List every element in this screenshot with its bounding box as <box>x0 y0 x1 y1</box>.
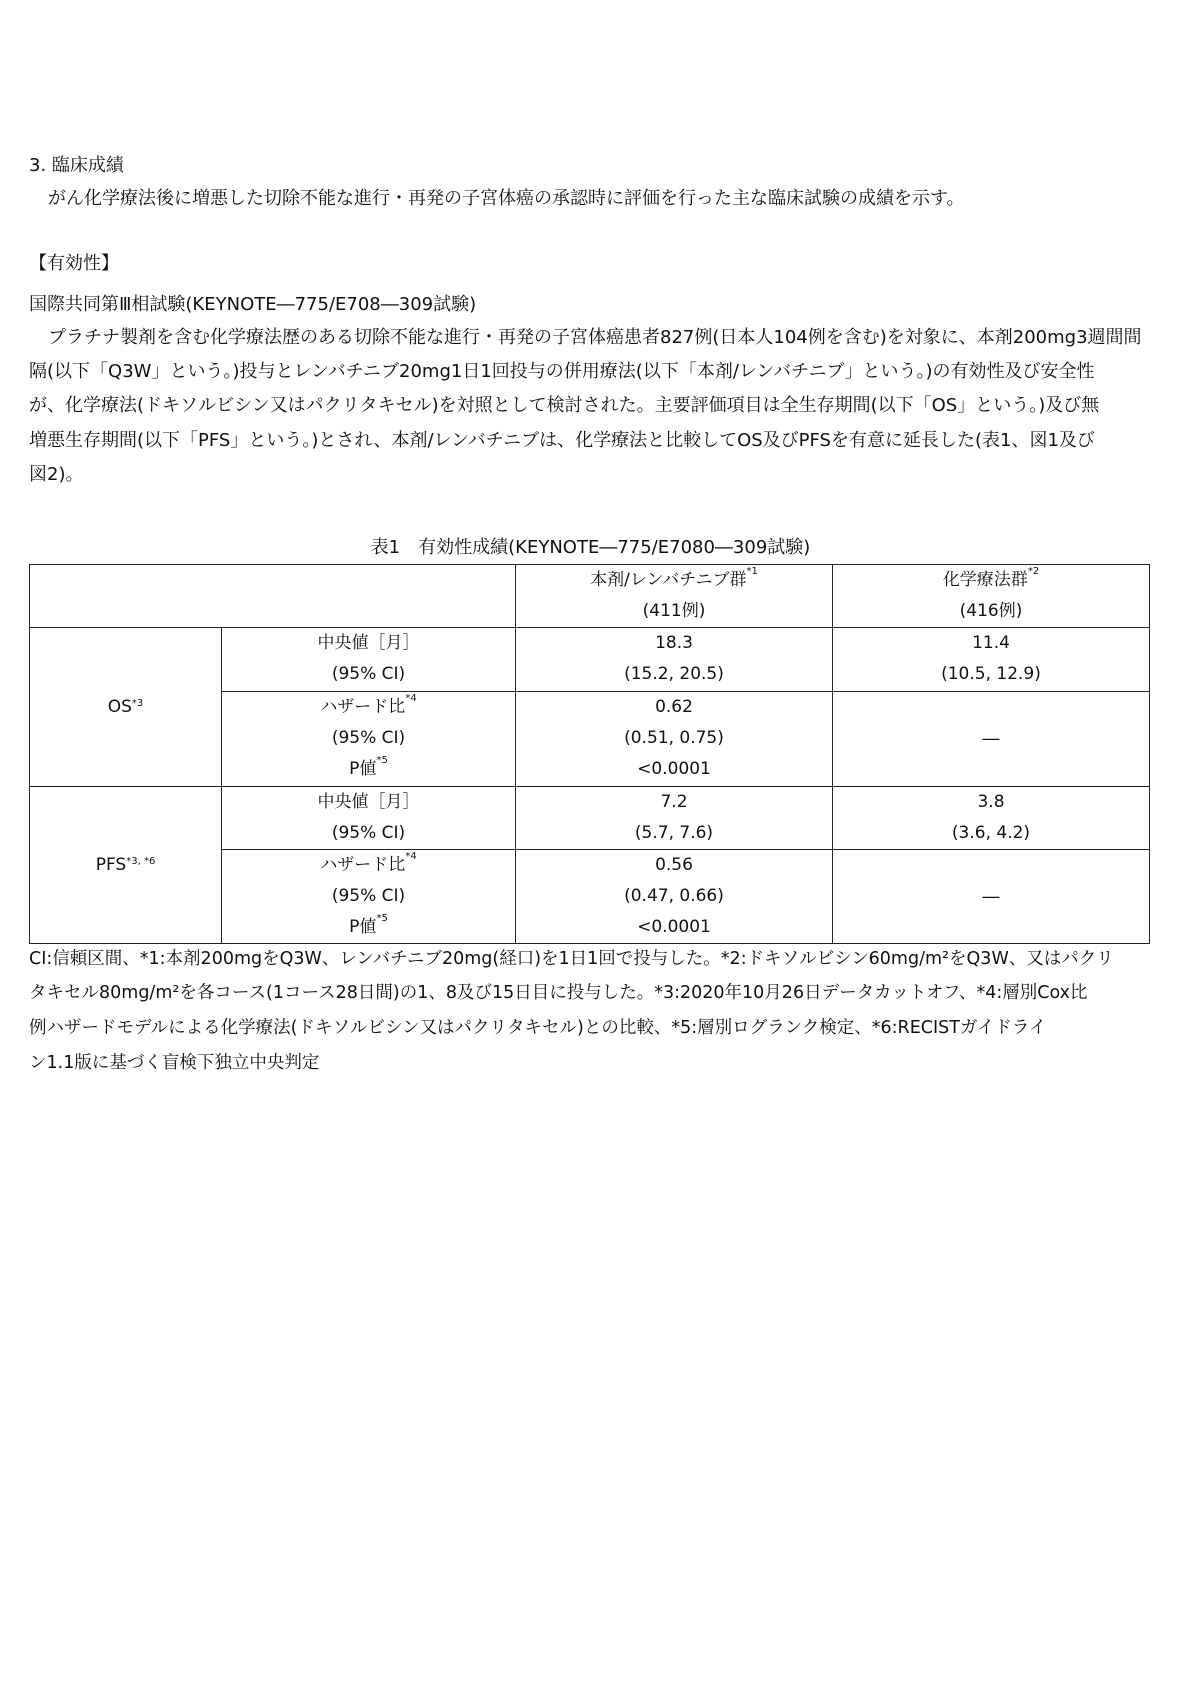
empty-header-cell <box>30 565 516 628</box>
body-line: プラチナ製剤を含む化学療法歴のある切除不能な進行・再発の子宮体癌患者827例(日本人104例を含む)を対象に、本剤200mg3週間間 <box>48 327 1142 348</box>
value-cell: 0.62 (0.51, 0.75) <0.0001 <box>516 692 833 787</box>
label-cell: 中央値［月］ (95% CI) <box>222 787 516 850</box>
table-row <box>30 628 1150 692</box>
value-cell: 11.4 (10.5, 12.9) <box>833 628 1150 692</box>
value-cell: 7.2 (5.7, 7.6) <box>516 787 833 850</box>
footnote-line: 例ハザードモデルによる化学療法(ドキソルビシン又はパクリタキセル)との比較、*5:層別ログランク検定、*6:RECISTガイドライ <box>29 1018 1047 1038</box>
value-cell: 18.3 (15.2, 20.5) <box>516 628 833 692</box>
table-caption: 表1 有効性成績(KEYNOTE―775/E7080―309試験) <box>370 537 811 558</box>
intro-text: がん化学療法後に増悪した切除不能な進行・再発の子宮体癌の承認時に評価を行った主な臨床試験の成績を示す。 <box>48 188 965 209</box>
body-line: 増悪生存期間(以下「PFS」という。)とされ、本剤/レンバチニブは、化学療法と比較してOS及びPFSを有意に延長した(表1、図1及び <box>29 430 1095 451</box>
value-cell: 0.56 (0.47, 0.66) <0.0001 <box>516 850 833 944</box>
row-label-pfs: $PFS^{*3, *6}$ <box>30 787 222 944</box>
value-cell: ― <box>833 692 1150 787</box>
value-cell: 3.8 (3.6, 4.2) <box>833 787 1150 850</box>
label-cell: ハザード比$^{*4}$ (95% CI) P値$^{*5}$ <box>222 692 516 787</box>
header-cell: 化学療法群$^{*2}$ (416例) <box>833 565 1150 628</box>
footnote-line: ン1.1版に基づく盲検下独立中央判定 <box>29 1053 320 1073</box>
label-cell: ハザード比$^{*4}$ (95% CI) P値$^{*5}$ <box>222 850 516 944</box>
trial-heading: 国際共同第Ⅲ相試験(KEYNOTE―775/E708―309試験) <box>29 294 477 315</box>
header-cell: 本剤/レンバチニブ群$^{*1}$ (411例) <box>516 565 833 628</box>
footnote-line: タキセル80mg/m²を各コース(1コース28日間)の1、8及び15日目に投与した。*3:2020年10月26日データカットオフ、*4:層別Cox比 <box>29 983 1088 1003</box>
body-line: 図2)。 <box>29 464 84 485</box>
value-cell: ― <box>833 850 1150 944</box>
row-label-os: OS$^{*3}$ <box>30 628 222 787</box>
footnote-line: CI:信頼区間、*1:本剤200mgをQ3W、レンバチニブ20mg(経口)を1日1回で投与した。*2:ドキソルビシン60mg/m²をQ3W、又はパクリ <box>29 949 1114 969</box>
body-line: が、化学療法(ドキソルビシン又はパクリタキセル)を対照として検討された。主要評価項目は全生存期間(以下「OS」という。)及び無 <box>29 395 1100 416</box>
efficacy-heading: 【有効性】 <box>29 253 119 274</box>
label-cell: 中央値［月］ (95% CI) <box>222 628 516 692</box>
table-header-row <box>30 565 1150 628</box>
section-heading: 3. 臨床成績 <box>29 155 124 176</box>
table-row <box>30 787 1150 850</box>
body-line: 隔(以下「Q3W」という。)投与とレンバチニブ20mg1日1回投与の併用療法(以下「本剤/レンバチニブ」という。)の有効性及び安全性 <box>29 361 1095 382</box>
efficacy-table <box>29 564 1150 944</box>
